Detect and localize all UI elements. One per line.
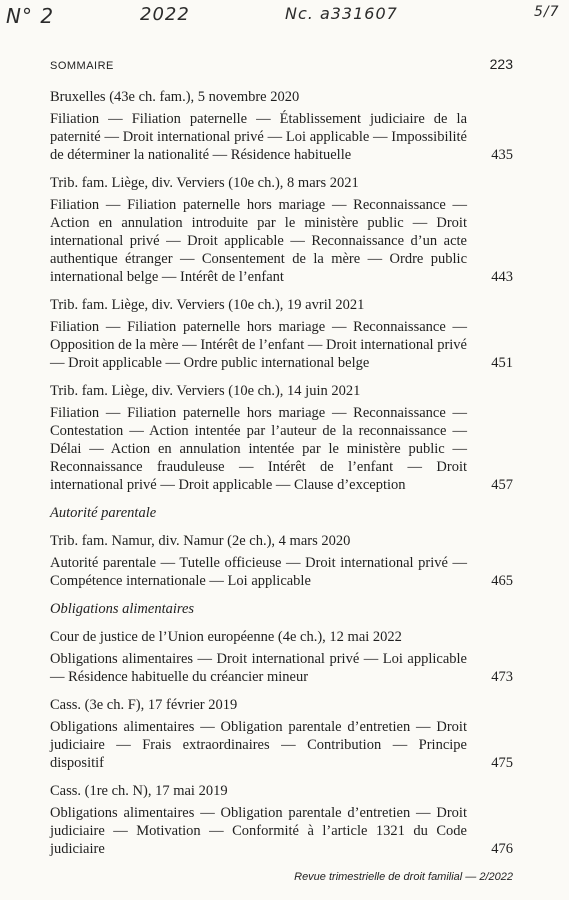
keywords-text: Filiation — Filiation paternelle hors mariage — Reconnaissance — Action en annulation introduite par le ministère public — Droit international privé — Droit applicable — Reconnaissance d’un acte authentique étranger — Consentement de la mère — Ordre public international belge — Intérêt de l’enfant xyxy=(50,197,467,285)
handwritten-fraction: 5/7 xyxy=(534,4,560,20)
court-reference: Trib. fam. Namur, div. Namur (2e ch.), 4 mars 2020 xyxy=(50,533,351,549)
entry-page: 476 xyxy=(491,841,513,857)
keywords-text: Filiation — Filiation paternelle hors mariage — Reconnaissance — Opposition de la mère — Intérêt de l’enfant — Droit international privé — Droit applicable — Ordre public international belge xyxy=(50,319,467,371)
toc-entry xyxy=(50,782,513,858)
keywords-text: Filiation — Filiation paternelle hors mariage — Reconnaissance — Contestation — Action intentée par l’auteur de la reconnaissance — Délai — Action en annulation intentée par le ministère public — Reconnaissance frauduleuse — Intérêt de l’enfant — Droit international privé — Droit applicable — Clause d’exception xyxy=(50,405,467,493)
court-reference: Trib. fam. Liège, div. Verviers (10e ch.), 14 juin 2021 xyxy=(50,383,361,399)
keywords-text: Obligations alimentaires — Obligation parentale d’entretien — Droit judiciaire — Motivation — Conformité à l’article 1321 du Code judiciaire xyxy=(50,805,467,857)
entry-page: 457 xyxy=(491,477,513,493)
court-reference: Trib. fam. Liège, div. Verviers (10e ch.), 19 avril 2021 xyxy=(50,297,365,313)
keywords xyxy=(50,650,513,686)
entry-page: 465 xyxy=(491,573,513,589)
handwritten-issue-number: N° 2 xyxy=(6,4,55,28)
keywords xyxy=(50,196,513,286)
section-heading-obligations: Obligations alimentaires xyxy=(50,601,195,617)
toc-entry xyxy=(50,532,513,590)
keywords xyxy=(50,554,513,590)
keywords-text: Obligations alimentaires — Obligation parentale d’entretien — Droit judiciaire — Frais extraordinaires — Contribution — Principe dispositif xyxy=(50,719,467,771)
court-reference: Cass. (1re ch. N), 17 mai 2019 xyxy=(50,783,228,799)
keywords xyxy=(50,804,513,858)
page-number: 223 xyxy=(489,56,513,72)
keywords-text: Obligations alimentaires — Droit international privé — Loi applicable — Résidence habituelle du créancier mineur xyxy=(50,651,467,685)
journal-footer: Revue trimestrielle de droit familial — 2/2022 xyxy=(294,871,513,883)
table-of-contents xyxy=(50,88,513,868)
toc-entry xyxy=(50,174,513,286)
toc-entry xyxy=(50,296,513,372)
entry-page: 473 xyxy=(491,669,513,685)
keywords-text: Filiation — Filiation paternelle — Établissement judiciaire de la paternité — Droit international privé — Loi applicable — Impossibilité de déterminer la nationalité — Résidence habituelle xyxy=(50,111,467,163)
toc-entry xyxy=(50,382,513,494)
handwritten-reference: Nc. a331607 xyxy=(285,4,398,23)
keywords xyxy=(50,318,513,372)
entry-page: 443 xyxy=(491,269,513,285)
toc-entry xyxy=(50,696,513,772)
keywords xyxy=(50,110,513,164)
court-reference: Bruxelles (43e ch. fam.), 5 novembre 2020 xyxy=(50,89,300,105)
handwritten-year: 2022 xyxy=(140,4,190,25)
running-head: SOMMAIRE xyxy=(50,60,114,72)
section-heading-autorite: Autorité parentale xyxy=(50,505,157,521)
entry-page: 451 xyxy=(491,355,513,371)
keywords xyxy=(50,718,513,772)
toc-entry xyxy=(50,88,513,164)
toc-entry xyxy=(50,628,513,686)
entry-page: 435 xyxy=(491,147,513,163)
keywords xyxy=(50,404,513,494)
court-reference: Trib. fam. Liège, div. Verviers (10e ch.), 8 mars 2021 xyxy=(50,175,359,191)
court-reference: Cour de justice de l’Union européenne (4e ch.), 12 mai 2022 xyxy=(50,629,402,645)
entry-page: 475 xyxy=(491,755,513,771)
keywords-text: Autorité parentale — Tutelle officieuse — Droit international privé — Compétence internationale — Loi applicable xyxy=(50,555,467,589)
page-header xyxy=(50,56,513,72)
court-reference: Cass. (3e ch. F), 17 février 2019 xyxy=(50,697,238,713)
